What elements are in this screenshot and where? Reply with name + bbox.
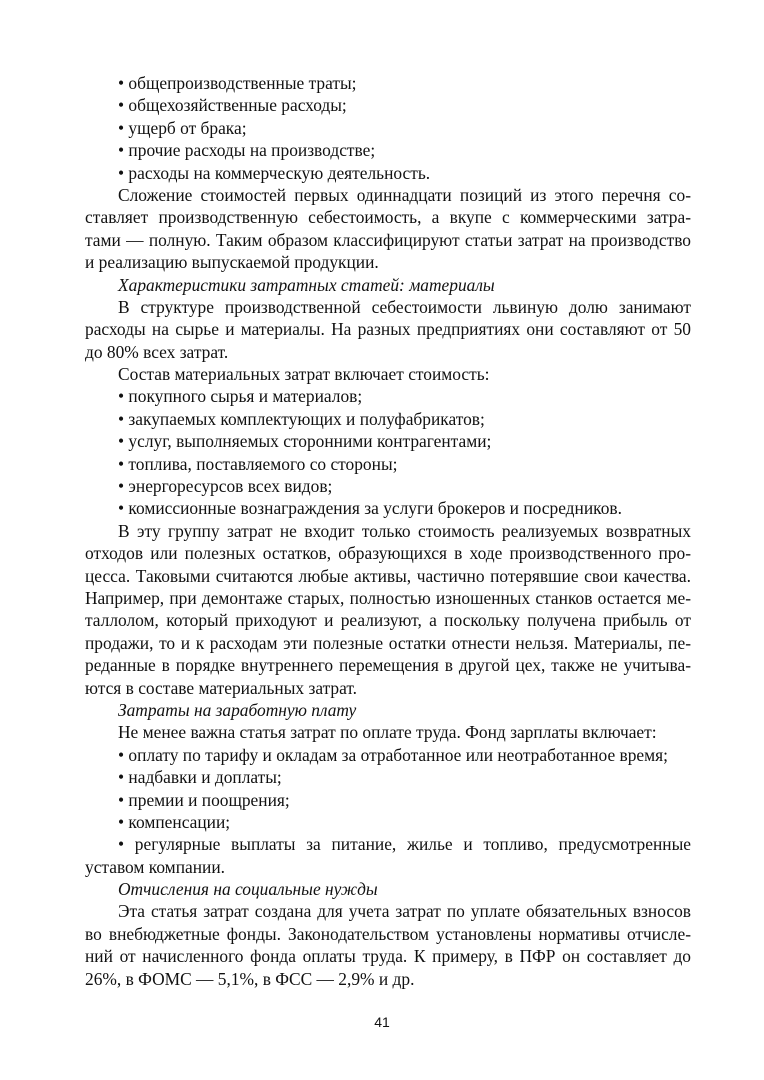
document-page-body bbox=[85, 72, 691, 990]
bullet-item bbox=[85, 453, 691, 475]
text-line: реданные в порядке внутреннего перемещения в другой цех, также не учитыва- bbox=[85, 655, 691, 676]
text-line: В структуре производственной себестоимости львиную долю занимают bbox=[118, 296, 691, 317]
bullet-item bbox=[85, 744, 691, 766]
text-line: • прочие расходы на производстве; bbox=[118, 140, 376, 161]
paragraph bbox=[85, 184, 691, 274]
text-line: • топлива, поставляемого со стороны; bbox=[118, 453, 398, 474]
text-line: и реализацию выпускаемой продукции. bbox=[85, 252, 379, 273]
text-line: ставляет производственную себестоимость, а вкупе с коммерческими затра- bbox=[85, 207, 691, 228]
text-line: • комиссионные вознаграждения за услуги брокеров и посредников. bbox=[118, 498, 622, 519]
text-line: • премии и поощрения; bbox=[118, 789, 290, 810]
text-line: продажи, то и к расходам эти полезные остатки отнести нельзя. Материалы, пе- bbox=[85, 632, 691, 653]
paragraph bbox=[85, 520, 691, 699]
text-line: • покупного сырья и материалов; bbox=[118, 386, 363, 407]
text-line: • общехозяйственные расходы; bbox=[118, 95, 347, 116]
text-line: • оплату по тарифу и окладам за отработанное или неотработанное время; bbox=[118, 744, 668, 765]
bullet-item bbox=[85, 72, 691, 94]
bullet-item bbox=[85, 430, 691, 452]
bullet-item bbox=[85, 811, 691, 833]
text-line: • закупаемых комплектующих и полуфабрикатов; bbox=[118, 408, 485, 429]
text-line: уставом компании. bbox=[85, 856, 225, 877]
text-line: Не менее важна статья затрат по оплате труда. Фонд зарплаты включает: bbox=[118, 722, 657, 743]
bullet-item bbox=[85, 139, 691, 161]
text-line: во внебюджетные фонды. Законодательством установлены нормативы отчисле- bbox=[85, 923, 691, 944]
text-line: до 80% всех затрат. bbox=[85, 341, 229, 362]
text-line: Состав материальных затрат включает стоимость: bbox=[118, 364, 490, 385]
text-line: • расходы на коммерческую деятельность. bbox=[118, 162, 431, 183]
bullet-item bbox=[85, 497, 691, 519]
bullet-item bbox=[85, 117, 691, 139]
bullet-item bbox=[85, 94, 691, 116]
text-line: ются в составе материальных затрат. bbox=[85, 677, 358, 698]
bullet-item bbox=[85, 385, 691, 407]
text-line: Затраты на заработную плату bbox=[118, 699, 357, 720]
paragraph bbox=[85, 296, 691, 363]
text-line: таллолом, который приходуют и реализуют, а поскольку получена прибыль от bbox=[85, 610, 691, 631]
text-line: Отчисления на социальные нужды bbox=[118, 879, 378, 900]
paragraph bbox=[85, 721, 691, 743]
text-line: отходов или полезных остатков, образующихся в ходе производственного про- bbox=[85, 543, 691, 564]
text-line: тами — полную. Таким образом классифицируют статьи затрат на производство bbox=[85, 229, 691, 250]
bullet-item bbox=[85, 408, 691, 430]
text-line: • компенсации; bbox=[118, 811, 231, 832]
text-line: • регулярные выплаты за питание, жилье и топливо, предусмотренные bbox=[118, 834, 691, 855]
paragraph bbox=[85, 363, 691, 385]
text-line: В эту группу затрат не входит только стоимость реализуемых возвратных bbox=[118, 520, 691, 541]
text-line: цесса. Таковыми считаются любые активы, частично потерявшие свои качества. bbox=[85, 565, 691, 586]
bullet-item bbox=[85, 833, 691, 878]
page-number: 41 bbox=[374, 1014, 390, 1030]
section-heading bbox=[85, 274, 691, 296]
bullet-item bbox=[85, 475, 691, 497]
text-line: Эта статья затрат создана для учета затрат по уплате обязательных взносов bbox=[118, 901, 691, 922]
text-line: • общепроизводственные траты; bbox=[118, 73, 357, 93]
text-line: Сложение стоимостей первых одиннадцати позиций из этого перечня со- bbox=[118, 184, 691, 205]
text-line: • энергоресурсов всех видов; bbox=[118, 476, 333, 497]
text-line: 26%, в ФОМС — 5,1%, в ФСС — 2,9% и др. bbox=[85, 968, 415, 989]
paragraph bbox=[85, 900, 691, 990]
text-line: • услуг, выполняемых сторонними контрагентами; bbox=[118, 431, 492, 452]
text-line: Например, при демонтаже старых, полностью изношенных станков остается ме- bbox=[85, 587, 691, 608]
text-line: расходы на сырье и материалы. На разных предприятиях они составляют от 50 bbox=[85, 319, 691, 340]
bullet-item bbox=[85, 766, 691, 788]
text-line: • надбавки и доплаты; bbox=[118, 767, 282, 788]
section-heading bbox=[85, 699, 691, 721]
text-line: Характеристики затратных статей: материалы bbox=[118, 274, 495, 295]
text-line: ний от начисленного фонда оплаты труда. К примеру, в ПФР он составляет до bbox=[85, 946, 691, 967]
text-line: • ущерб от брака; bbox=[118, 117, 247, 138]
bullet-item bbox=[85, 789, 691, 811]
bullet-item bbox=[85, 162, 691, 184]
section-heading bbox=[85, 878, 691, 900]
